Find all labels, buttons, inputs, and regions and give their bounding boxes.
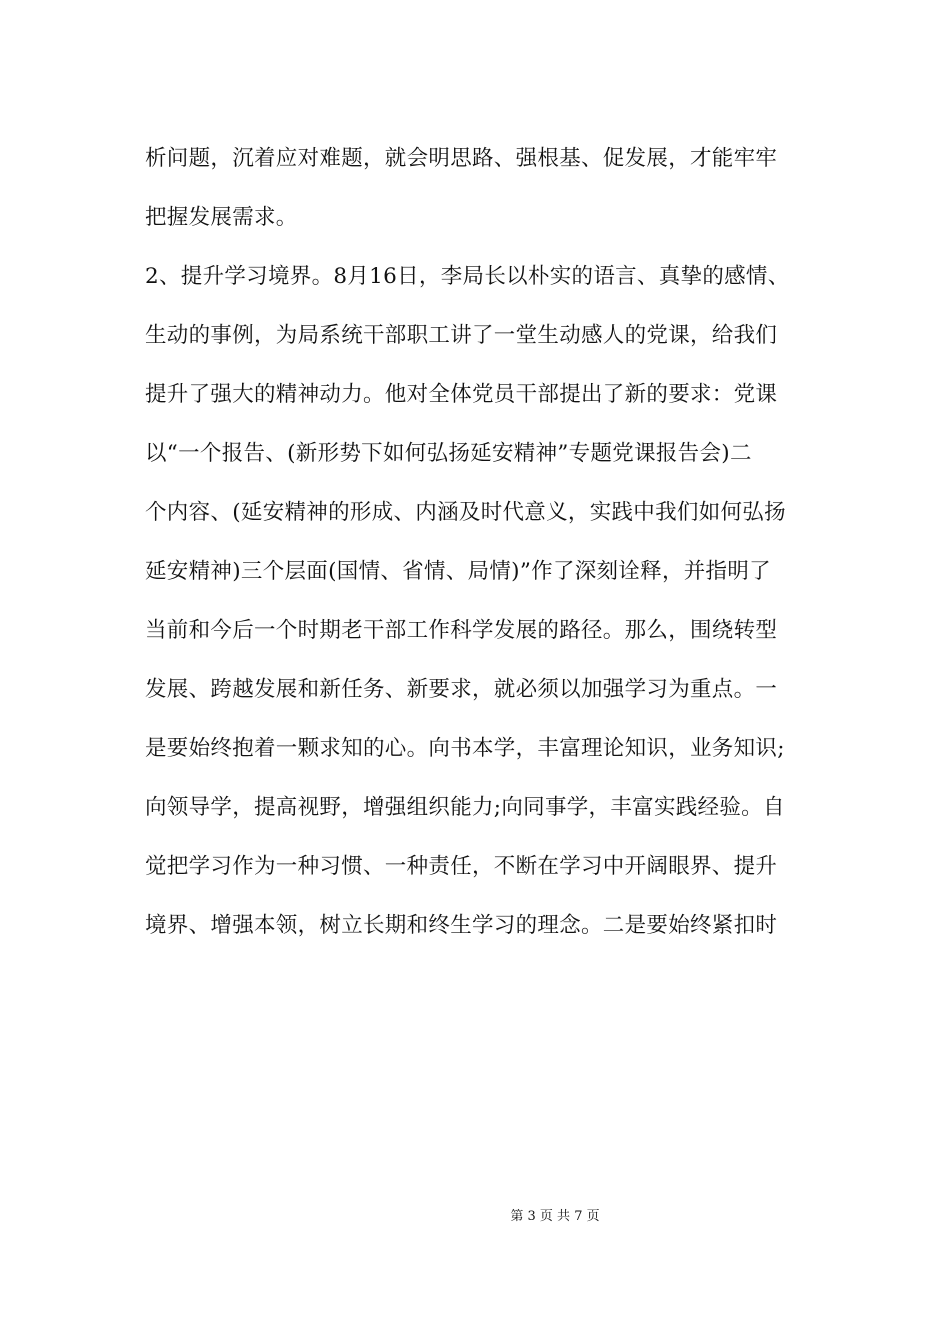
text-line: 个内容、(延安精神的形成、内涵及时代意义，实践中我们如何弘扬 [145,500,786,525]
text-line: 是要始终抱着一颗求知的心。向书本学，丰富理论知识，业务知识; [145,736,785,761]
text-line: 境界、增强本领，树立长期和终生学习的理念。二是要始终紧扣时 [145,913,778,938]
text-line: 生动的事例，为局系统干部职工讲了一堂生动感人的党课，给我们 [145,323,778,348]
text-line: 发展、跨越发展和新任务、新要求，就必须以加强学习为重点。一 [145,677,778,702]
text-line: 以“一个报告、(新形势下如何弘扬延安精神”专题党课报告会)二 [145,441,752,466]
page-number-footer: 第 3 页 共 7 页 [510,1209,600,1224]
text-line: 提升了强大的精神动力。他对全体党员干部提出了新的要求：党课 [145,382,778,407]
text-line: 把握发展需求。 [145,205,298,230]
document-body [145,129,815,955]
text-line: 觉把学习作为一种习惯、一种责任，不断在学习中开阔眼界、提升 [145,854,778,879]
text-line: 向领导学，提高视野，增强组织能力;向同事学，丰富实践经验。自 [145,795,785,820]
text-line: 2、提升学习境界。8月16日，李局长以朴实的语言、真挚的感情、 [145,264,790,289]
text-line: 析问题，沉着应对难题，就会明思路、强根基、促发展，才能牢牢 [145,146,778,171]
text-line: 延安精神)三个层面(国情、省情、局情)”作了深刻诠释，并指明了 [145,559,771,584]
text-line: 当前和今后一个时期老干部工作科学发展的路径。那么，围绕转型 [145,618,778,643]
